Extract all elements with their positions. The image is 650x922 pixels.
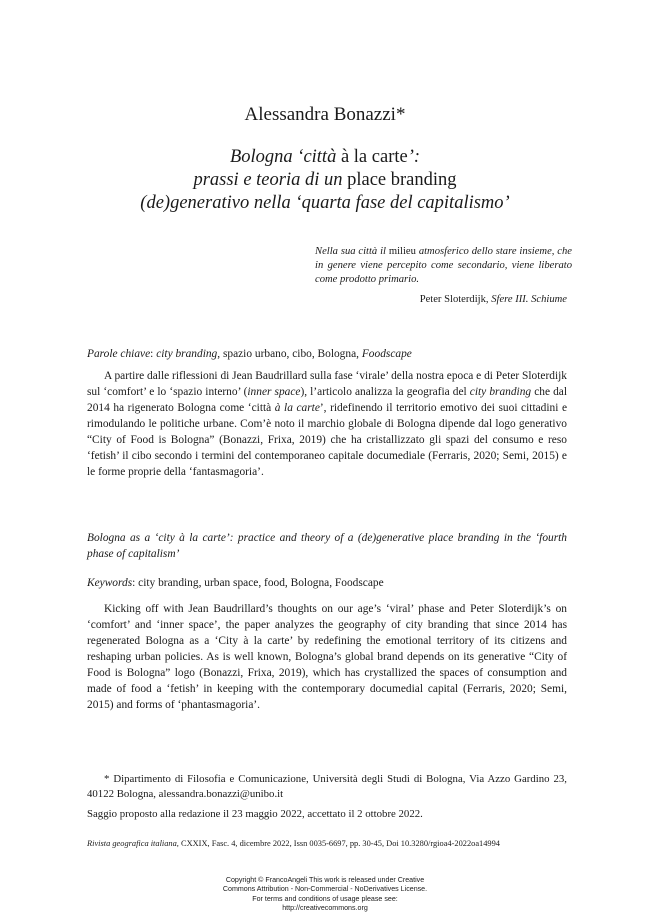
keywords-it-sep: : [150,348,154,360]
english-title: Bologna as a ‘city à la carte’: practice and theory of a (de)generative place branding in the ‘fourth phase of capitalism’ [87,532,567,560]
keywords-it-mid: , spazio urbano, cibo, Bologna, [217,348,359,360]
journal-citation [87,839,567,848]
author-name: Alessandra Bonazzi* [244,104,406,125]
license-line-1: Copyright © FrancoAngeli This work is released under Creative [225,876,425,884]
epigraph-source-work: Sfere III. Schiume [491,294,567,305]
journal-name: Rivista geografica italiana [87,839,177,848]
license-line-3: For terms and conditions of usage please see: [252,894,398,903]
title-line-1-roman: à la carte [340,147,408,167]
title-line-2-italic: prassi e teoria di un [193,170,343,190]
keywords-it-label: Parole chiave [87,348,151,360]
keywords-en-label: Keywords [87,577,133,589]
epigraph-text-a: Nella sua città il [315,246,386,257]
title-line-3-italic: (de)generativo nella ‘quarta fase del capitalismo’ [140,193,510,213]
abstract-it-p3: che dal 2014 ha rigenerato Bologna come ‘città [87,386,567,414]
title-line-1 [0,146,650,169]
keywords-it-k1: city branding [156,348,218,360]
article-title [0,146,650,215]
abstract-it-p2: ), l’articolo analizza la geografia del [300,386,467,398]
title-line-1-italic: Bologna ‘città [229,147,337,167]
title-line-3 [0,192,650,215]
abstract-english: Kicking off with Jean Baudrillard’s thoughts on our age’s ‘viral’ phase and Peter Sloterdijk’s on ‘comfort’ and ‘inner space’, the paper analyzes the geography of city branding that since 2014 has regenerated Bologna as a ‘City à la carte’ by redefining the emotional territory of its citizens and reshaping urban policies. As is well known, Bologna’s global brand depends on its generative “City of Food is Bologna” logo (Bonazzi, Frixa, 2019), which has crystallized the spaces of consumption and made of food a ‘fetish’ in keeping with the contemporary documedial capital (Ferraris, 2020; Semi, 2015) and forms of ‘phantasmagoria’. [87,603,567,711]
epigraph-source-author: Peter Sloterdijk, [419,294,489,305]
journal-details: , CXXIX, Fasc. 4, dicembre 2022, Issn 0035-6697, pp. 30-45, Doi 10.3280/rgioa4-2022oa14994 [176,839,500,848]
epigraph-text-b: atmosferico dello stare insieme, che in genere viene percepito come secondario, viene liberato come prodotto primario. [315,246,572,285]
license-notice [150,876,500,914]
license-line-2: Commons Attribution - Non-Commercial - NoDerivatives License. [222,885,428,894]
license-link[interactable]: http://creativecommons.org [282,904,368,913]
keywords-en-rest: : city branding, urban space, food, Bologna, Foodscape [132,577,384,589]
abstract-it-p1: A partire dalle riflessioni di Jean Baudrillard sulla fase ‘virale’ della nostra epoca e di Peter Sloterdijk sul ‘comfort’ e lo ‘spazio interno’ ( [87,370,567,398]
abstract-it-inner: inner space [247,386,301,398]
title-line-2-roman: place branding [347,170,457,190]
epigraph-quote [315,245,572,287]
abstract-it-cb: city branding [469,386,532,398]
title-line-1-end: ’: [407,147,421,167]
keywords-italian [87,346,567,362]
author-affiliation-footnote: * Dipartimento di Filosofia e Comunicazione, Università degli Studi di Bologna, Via Azzo Gardino 23, 40122 Bologna, alessandra.bonazzi@unibo.it [87,773,567,800]
epigraph-milieu: milieu [388,246,416,257]
title-line-2 [0,169,650,192]
abstract-italian [87,368,567,480]
submission-dates: Saggio proposto alla redazione il 23 maggio 2022, accettato il 2 ottobre 2022. [87,808,423,820]
keywords-english [87,575,567,591]
abstract-it-p4: ’, ridefinendo il territorio emotivo dei suoi cittadini e rimodulando le politiche urbane. Com’è noto il marchio globale di Bologna dipende dal logo generativo “City of Food is Bologna” (Bonazzi, Frixa, 2019) che ha cristallizzato gli spazi del consumo e reso ‘fetish’ il cibo secondo i termini del contemporaneo capitale documediale (Ferraris, 2020; Semi, 2015) e le forme proprie della ‘fantasmagoria’. [87,402,568,478]
abstract-it-alc: à la carte [274,402,320,414]
keywords-it-k2: Foodscape [361,348,412,360]
epigraph-source [315,294,567,305]
